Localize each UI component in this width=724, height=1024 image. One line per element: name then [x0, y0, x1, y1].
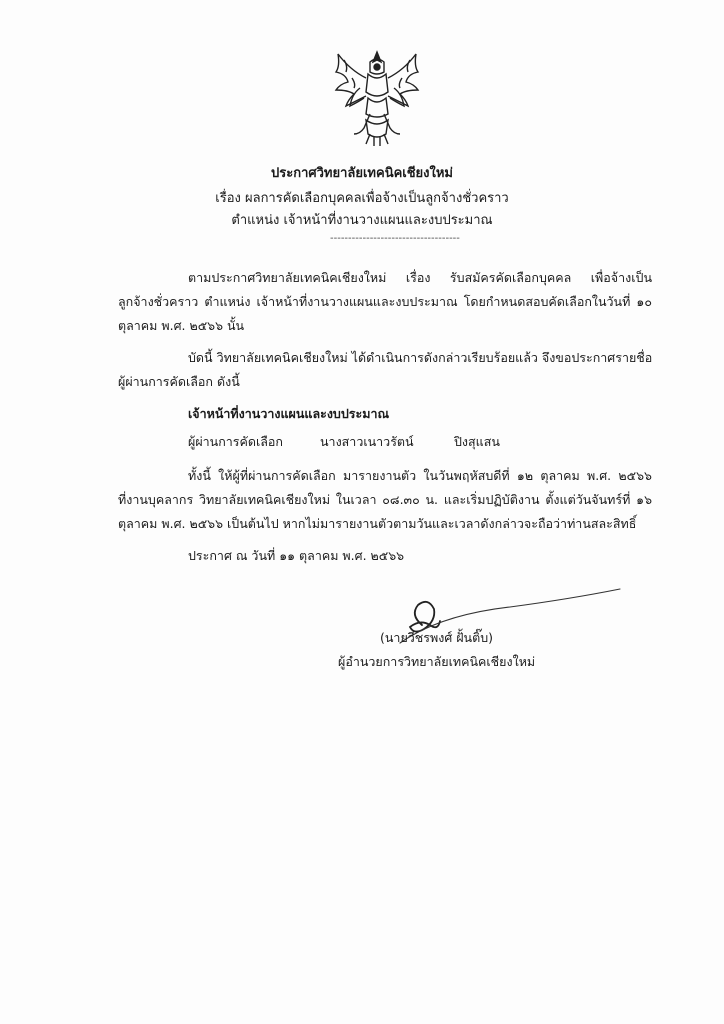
- result-first-name: นางสาวเนาวรัตน์: [320, 434, 414, 449]
- paragraph-1-line-2: ลูกจ้างชั่วคราว ตำแหน่ง เจ้าหน้าที่งานวางแผนและงบประมาณ โดยกำหนดสอบคัดเลือกในวันที่ ๑๐: [118, 294, 652, 309]
- paragraph-2-line-1: บัดนี้ วิทยาลัยเทคนิคเชียงใหม่ ได้ดำเนินการดังกล่าวเรียบร้อยแล้ว จึงขอประกาศรายชื่อ: [188, 350, 653, 365]
- garuda-emblem: [330, 48, 424, 148]
- position-line: ตำแหน่ง เจ้าหน้าที่งานวางแผนและงบประมาณ: [231, 213, 493, 228]
- header-divider: ------------------------------------: [330, 233, 460, 244]
- paragraph-1-line-3: ตุลาคม พ.ศ. ๒๕๖๖ นั้น: [118, 318, 245, 333]
- paragraph-3-line-2: ที่งานบุคลากร วิทยาลัยเทคนิคเชียงใหม่ ในเวลา ๐๘.๓๐ น. และเริ่มปฏิบัติงาน ตั้งแต่วันจันทร์ที่ ๑๖: [118, 492, 652, 507]
- paragraph-2-line-2: ผู้ผ่านการคัดเลือก ดังนี้: [118, 374, 240, 389]
- announcement-date: ประกาศ ณ วันที่ ๑๑ ตุลาคม พ.ศ. ๒๕๖๖: [188, 548, 405, 563]
- paragraph-3-line-3: ตุลาคม พ.ศ. ๒๕๖๖ เป็นต้นไป หากไม่มารายงานตัวตามวันและเวลาดังกล่าวจะถือว่าท่านสละสิทธิ์: [118, 516, 637, 531]
- result-last-name: ปิงสุแสน: [454, 434, 500, 449]
- section-heading: เจ้าหน้าที่งานวางแผนและงบประมาณ: [188, 406, 390, 421]
- signatory-title: ผู้อำนวยการวิทยาลัยเทคนิคเชียงใหม่: [338, 654, 536, 669]
- page-title: ประกาศวิทยาลัยเทคนิคเชียงใหม่: [270, 166, 454, 181]
- paragraph-1-line-1: ตามประกาศวิทยาลัยเทคนิคเชียงใหม่ เรื่อง รับสมัครคัดเลือกบุคคล เพื่อจ้างเป็น: [188, 270, 652, 285]
- paragraph-3-line-1: ทั้งนี้ ให้ผู้ที่ผ่านการคัดเลือก มารายงานตัว ในวันพฤหัสบดีที่ ๑๒ ตุลาคม พ.ศ. ๒๕๖๖: [188, 468, 652, 483]
- result-label: ผู้ผ่านการคัดเลือก: [188, 434, 284, 449]
- subject-line: เรื่อง ผลการคัดเลือกบุคคลเพื่อจ้างเป็นลูกจ้างชั่วคราว: [215, 191, 509, 206]
- signatory-name: (นายวีชรพงศ์ ฝั้นติ๊บ): [380, 630, 494, 645]
